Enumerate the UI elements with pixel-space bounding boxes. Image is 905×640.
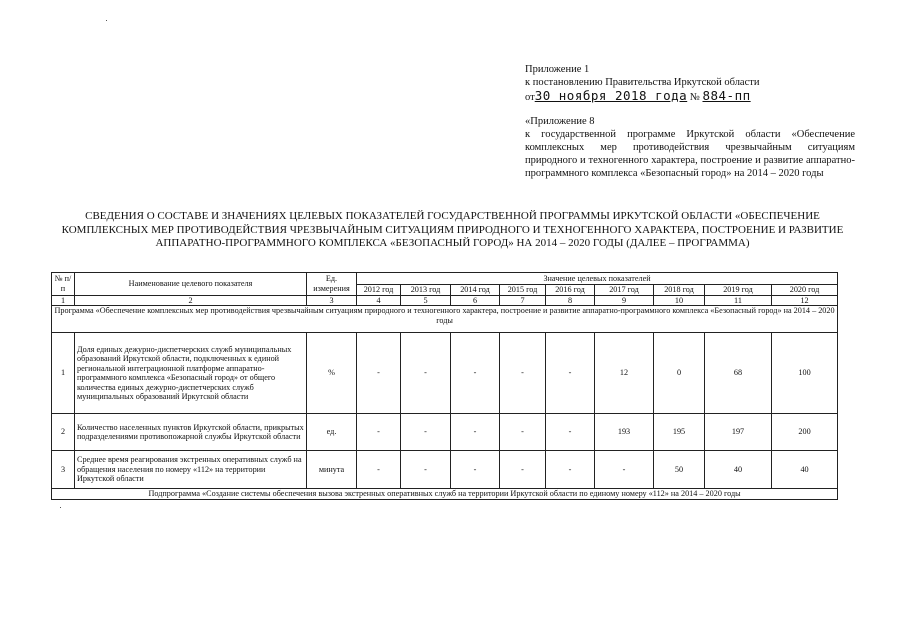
column-number: 11 (705, 295, 772, 306)
row-value-2015: - (500, 414, 546, 451)
header-year: 2018 год (654, 285, 705, 296)
row-value-2012: - (357, 414, 401, 451)
row-unit: % (307, 333, 357, 414)
row-value-2015: - (500, 333, 546, 414)
row-value-2020: 100 (772, 333, 838, 414)
row-value-2018: 0 (654, 333, 705, 414)
row-unit: ед. (307, 414, 357, 451)
handwritten-number: 884-пп (702, 88, 751, 103)
row-value-2014: - (451, 451, 500, 489)
column-number: 4 (357, 295, 401, 306)
row-num: 1 (52, 333, 75, 414)
row-value-2016: - (546, 414, 595, 451)
appendix-1-resolution: к постановлению Правительства Иркутской области (525, 77, 760, 88)
row-value-2013: - (401, 333, 451, 414)
appendix-1-block (525, 63, 855, 104)
column-number: 9 (595, 295, 654, 306)
date-prefix: от (525, 92, 535, 103)
column-number: 8 (546, 295, 595, 306)
row-indicator-name: Доля единых дежурно-диспетчерских служб муниципальных образований Иркутской области, подключенных к единой региональной интеграционной платформе аппаратно-программного комплекса «Безопасный город» от общего количества единых дежурно-диспетчерских служб муниципальных образований Иркутской области (75, 333, 307, 414)
subprogram-section-row (52, 489, 838, 500)
appendix-1-label: Приложение 1 (525, 64, 590, 75)
row-value-2012: - (357, 451, 401, 489)
row-value-2014: - (451, 333, 500, 414)
row-value-2020: 40 (772, 451, 838, 489)
row-indicator-name: Количество населенных пунктов Иркутской области, прикрытых подразделениями противопожарной службы Иркутской области (75, 414, 307, 451)
column-number: 7 (500, 295, 546, 306)
row-value-2018: 50 (654, 451, 705, 489)
table-row (52, 414, 838, 451)
header-indicator-name: Наименование целевого показателя (75, 273, 307, 296)
header-year: 2012 год (357, 285, 401, 296)
subprogram-section-title: Подпрограмма «Создание системы обеспечения вызова экстренных оперативных служб на территории Иркутской области по единому номеру «112» на 2014 – 2020 годы (52, 489, 838, 500)
row-value-2013: - (401, 451, 451, 489)
column-number: 12 (772, 295, 838, 306)
header-year: 2019 год (705, 285, 772, 296)
number-sign: № (689, 92, 700, 103)
header-values-group: Значение целевых показателей (357, 273, 838, 285)
header-year: 2017 год (595, 285, 654, 296)
document-title: СВЕДЕНИЯ О СОСТАВЕ И ЗНАЧЕНИЯХ ЦЕЛЕВЫХ ПОКАЗАТЕЛЕЙ ГОСУДАРСТВЕННОЙ ПРОГРАММЫ ИРКУТСКОЙ ОБЛАСТИ «ОБЕСПЕЧЕНИЕ КОМПЛЕКСНЫХ МЕР ПРОТИВОДЕЙСТВИЯ ЧРЕЗВЫЧАЙНЫМ СИТУАЦИЯМ ПРИРОДНОГО И ТЕХНОГЕННОГО ХАРАКТЕРА, ПОСТРОЕНИЕ И РАЗВИТИЕ АППАРАТНО-ПРОГРАММНОГО КОМПЛЕКСА «БЕЗОПАСНЫЙ ГОРОД» НА 2014 – 2020 ГОДЫ (ДАЛЕЕ – ПРОГРАММА) (61, 210, 844, 249)
column-number: 2 (75, 295, 307, 306)
row-value-2012: - (357, 333, 401, 414)
row-value-2015: - (500, 451, 546, 489)
table-header-row (52, 273, 838, 285)
header-year: 2013 год (401, 285, 451, 296)
row-value-2017: 12 (595, 333, 654, 414)
header-year: 2020 год (772, 285, 838, 296)
row-value-2016: - (546, 451, 595, 489)
scan-speck (106, 20, 107, 21)
row-value-2017: 193 (595, 414, 654, 451)
column-number: 6 (451, 295, 500, 306)
row-value-2019: 197 (705, 414, 772, 451)
row-num: 2 (52, 414, 75, 451)
appendix-8-label: «Приложение 8 (525, 116, 595, 127)
appendix-8-description: к государственной программе Иркутской области «Обеспечение комплексных мер противодействия чрезвычайным ситуациям природного и техногенного характера, построение и развитие аппаратно-программного комплекса «Безопасный город» на 2014 – 2020 годы (525, 129, 855, 179)
column-number: 3 (307, 295, 357, 306)
header-year: 2016 год (546, 285, 595, 296)
row-value-2016: - (546, 333, 595, 414)
column-number: 10 (654, 295, 705, 306)
header-year: 2014 год (451, 285, 500, 296)
column-numbers-row (52, 295, 838, 306)
column-number: 5 (401, 295, 451, 306)
table-row (52, 333, 838, 414)
row-indicator-name: Среднее время реагирования экстренных оперативных служб на обращения населения по номеру «112» на территории Иркутской области (75, 451, 307, 489)
program-section-row (52, 306, 838, 333)
row-value-2017: - (595, 451, 654, 489)
column-number: 1 (52, 295, 75, 306)
row-value-2013: - (401, 414, 451, 451)
handwritten-date: 30 ноября 2018 года (534, 88, 688, 103)
appendix-8-block (525, 115, 855, 180)
row-value-2020: 200 (772, 414, 838, 451)
row-value-2019: 68 (705, 333, 772, 414)
row-value-2014: - (451, 414, 500, 451)
row-value-2018: 195 (654, 414, 705, 451)
appendix-1-date-line (525, 89, 855, 104)
row-num: 3 (52, 451, 75, 489)
program-section-title: Программа «Обеспечение комплексных мер противодействия чрезвычайным ситуациям природного и техногенного характера, построение и развитие аппаратно-программного комплекса «Безопасный город» на 2014 – 2020 годы (52, 306, 838, 333)
table-row (52, 451, 838, 489)
header-num: № п/п (52, 273, 75, 296)
row-value-2019: 40 (705, 451, 772, 489)
header-year: 2015 год (500, 285, 546, 296)
indicators-table (51, 272, 838, 500)
scan-speck (60, 507, 61, 508)
header-unit: Ед. измерения (307, 273, 357, 296)
row-unit: минута (307, 451, 357, 489)
